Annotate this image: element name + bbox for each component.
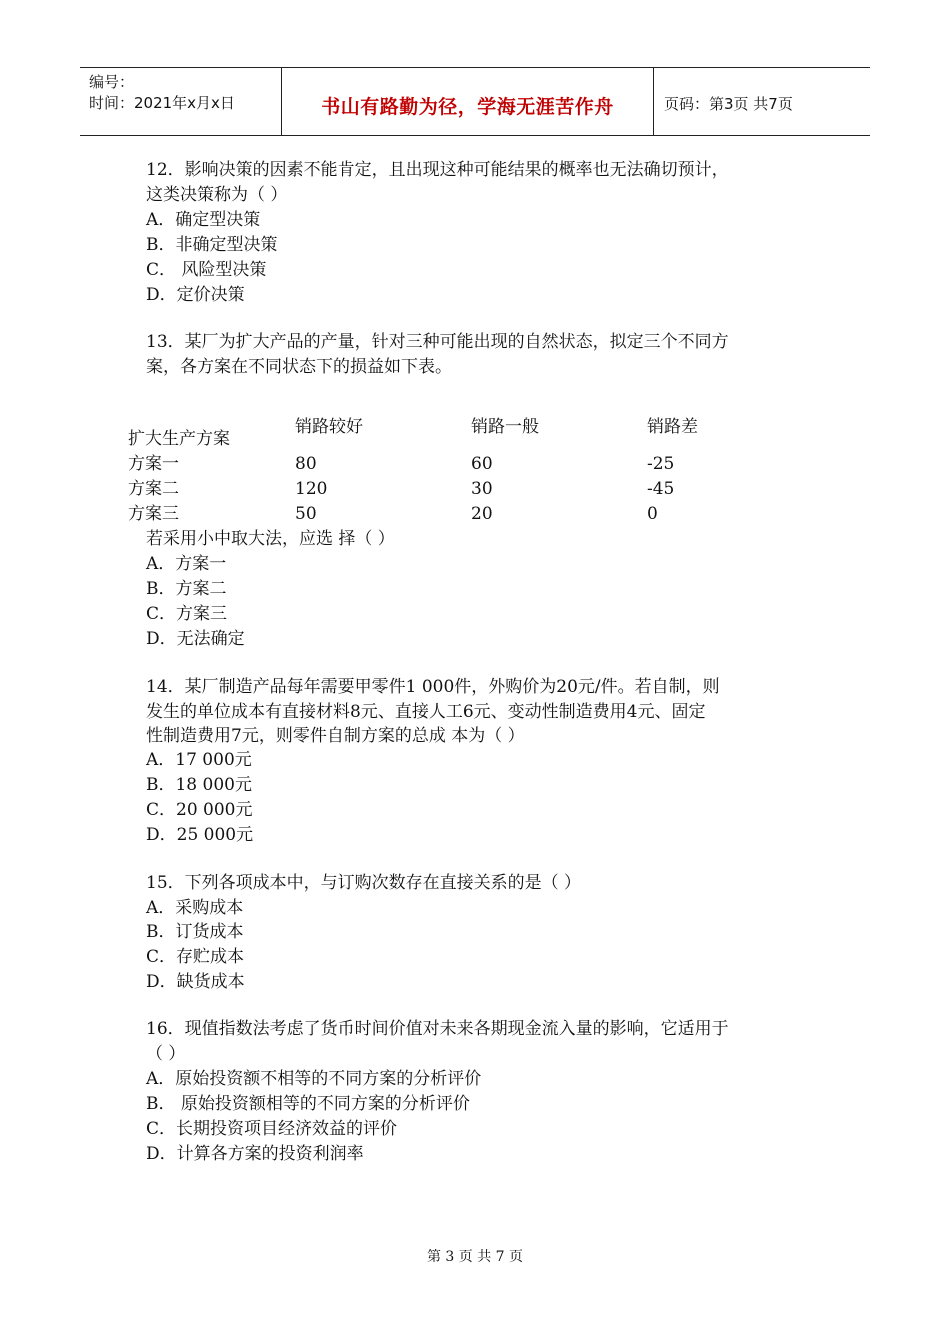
question-15-option-c: C．存贮成本: [146, 947, 245, 967]
question-16-option-b: B． 原始投资额相等的不同方案的分析评价: [146, 1094, 470, 1114]
page-header: [80, 67, 870, 136]
table-cell: 50: [295, 504, 317, 524]
serial-label: 编号：: [89, 73, 135, 91]
table-row-name: 方案二: [128, 479, 179, 499]
question-15-option-d: D．缺货成本: [146, 972, 245, 992]
table-cell: -45: [647, 479, 675, 499]
question-14-stem-line-2: 发生的单位成本有直接材料8元、直接人工6元、变动性制造费用4元、固定: [146, 702, 706, 722]
question-12-option-c: C． 风险型决策: [146, 260, 267, 280]
question-14-option-a: A．17 000元: [146, 750, 252, 770]
table-cell: 80: [295, 454, 317, 474]
header-motto-cell: [282, 68, 654, 135]
question-16-option-c: C．长期投资项目经济效益的评价: [146, 1119, 398, 1139]
page-label: 页码：第3页 共7页: [664, 95, 793, 113]
question-13-prompt: 若采用小中取大法，应选 择（ ）: [146, 529, 395, 549]
question-12-option-a: A．确定型决策: [146, 210, 261, 230]
header-page-cell: [654, 68, 870, 135]
table-cell: 0: [647, 504, 658, 524]
motto: 书山有路勤为径，学海无涯苦作舟: [321, 96, 614, 118]
table-column-header: 销路较好: [295, 417, 363, 437]
question-16-option-a: A．原始投资额不相等的不同方案的分析评价: [146, 1069, 482, 1089]
table-cell: 60: [471, 454, 493, 474]
question-16-stem-line-1: 16．现值指数法考虑了货币时间价值对未来各期现金流入量的影响，它适用于: [146, 1019, 729, 1039]
table-row-name: 方案一: [128, 454, 179, 474]
table-row-header: 扩大生产方案: [128, 429, 230, 449]
question-14-stem-line-1: 14．某厂制造产品每年需要甲零件1 000件，外购价为20元/件。若自制，则: [146, 677, 720, 697]
header-info-cell: [80, 68, 282, 135]
question-14-option-d: D．25 000元: [146, 825, 254, 845]
question-13-option-c: C．方案三: [146, 604, 228, 624]
question-12-option-d: D．定价决策: [146, 285, 245, 305]
question-12-stem-line-1: 12．影响决策的因素不能肯定，且出现这种可能结果的概率也无法确切预计，: [146, 160, 729, 180]
question-15-stem: 15．下列各项成本中，与订购次数存在直接关系的是（ ）: [146, 873, 582, 893]
table-column-header: 销路一般: [471, 417, 539, 437]
question-13-stem-line-1: 13．某厂为扩大产品的产量，针对三种可能出现的自然状态，拟定三个不同方: [146, 332, 729, 352]
table-column-header: 销路差: [647, 417, 698, 437]
table-cell: 30: [471, 479, 493, 499]
question-16-stem-line-2: （ ）: [146, 1044, 186, 1064]
question-13-option-a: A．方案一: [146, 554, 227, 574]
question-12-stem-line-2: 这类决策称为（ ）: [146, 185, 288, 205]
question-13-option-b: B．方案二: [146, 579, 227, 599]
date-label: 时间：2021年x月x日: [89, 94, 235, 112]
table-cell: 120: [295, 479, 328, 499]
page-footer: 第 3 页 共 7 页: [426, 1249, 524, 1265]
question-13-stem-line-2: 案，各方案在不同状态下的损益如下表。: [146, 357, 452, 377]
question-14-stem-line-3: 性制造费用7元，则零件自制方案的总成 本为（ ）: [146, 726, 525, 746]
table-cell: -25: [647, 454, 675, 474]
question-14-option-b: B．18 000元: [146, 775, 252, 795]
table-row-name: 方案三: [128, 504, 179, 524]
question-15-option-a: A．采购成本: [146, 898, 244, 918]
table-cell: 20: [471, 504, 493, 524]
question-16-option-d: D．计算各方案的投资利润率: [146, 1144, 364, 1164]
question-12-option-b: B．非确定型决策: [146, 235, 278, 255]
question-14-option-c: C．20 000元: [146, 800, 253, 820]
question-13-option-d: D．无法确定: [146, 629, 245, 649]
question-15-option-b: B．订货成本: [146, 922, 244, 942]
